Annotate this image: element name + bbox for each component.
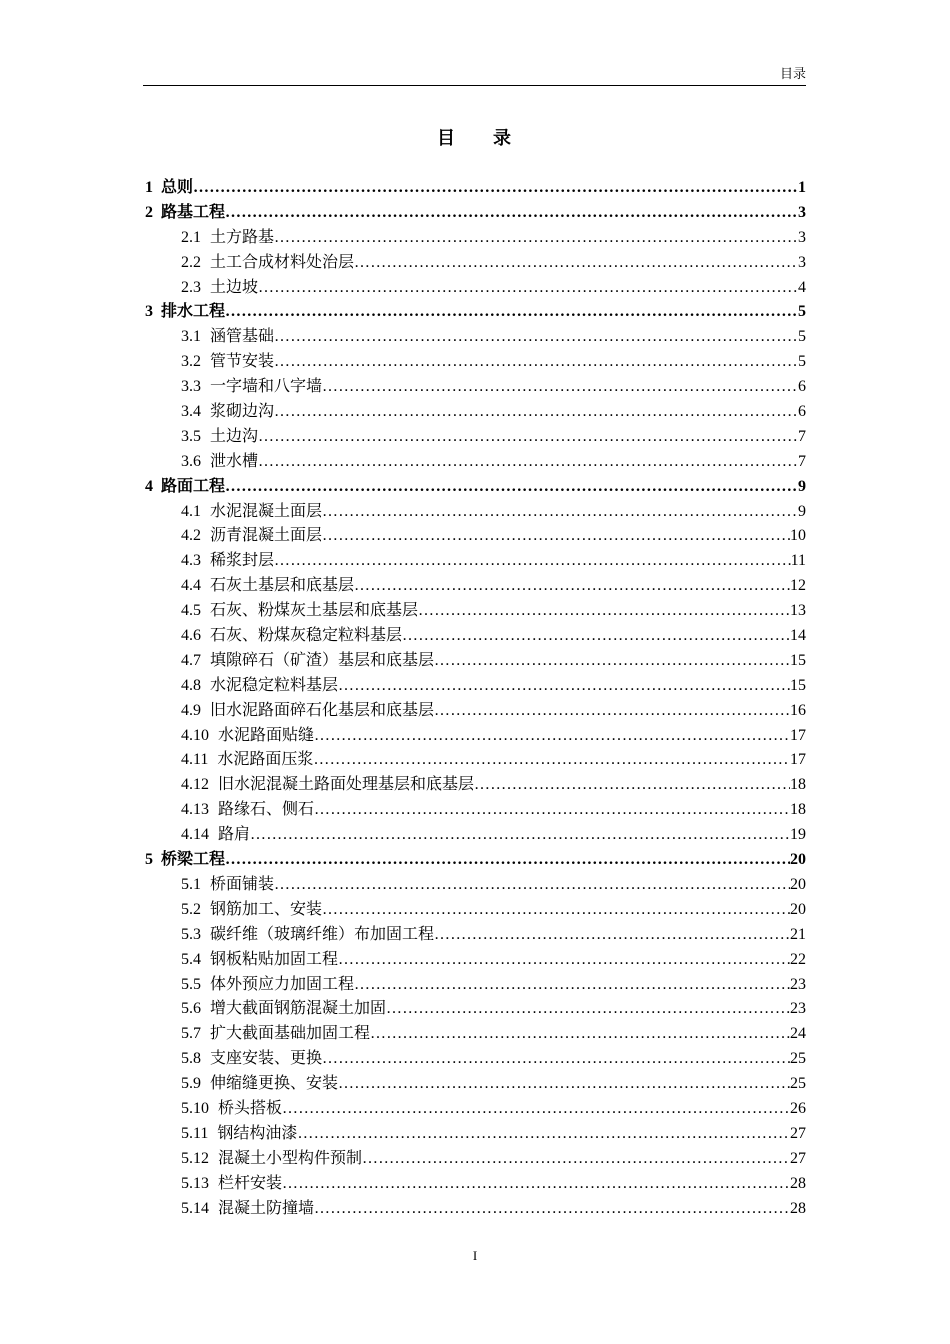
toc-dot-leader	[338, 948, 790, 973]
toc-section-entry[interactable]	[143, 1072, 806, 1097]
toc-entry-title: 石灰土基层和底基层	[210, 577, 355, 595]
toc-entry-title: 体外预应力加固工程	[210, 975, 355, 993]
toc-entry-page: 6	[798, 378, 806, 396]
toc-dot-leader	[193, 176, 798, 201]
toc-entry-page: 6	[798, 403, 806, 421]
toc-entry-page: 9	[798, 502, 806, 520]
toc-entry-page: 16	[790, 701, 806, 719]
toc-entry-number: 4.4	[181, 577, 201, 595]
toc-dot-leader	[354, 574, 790, 599]
toc-entry-page: 4	[798, 278, 806, 296]
toc-section-entry[interactable]	[143, 898, 806, 923]
toc-entry-number: 4.12	[181, 776, 209, 794]
toc-entry-title: 土工合成材料处治层	[210, 253, 355, 271]
toc-dot-leader	[386, 997, 790, 1022]
toc-section-entry[interactable]	[143, 599, 806, 624]
toc-entry-title: 石灰、粉煤灰稳定粒料基层	[210, 627, 403, 645]
toc-entry-title: 钢板粘贴加固工程	[210, 950, 339, 968]
toc-entry-number: 5.8	[181, 1050, 201, 1068]
toc-entry-number: 5.12	[181, 1149, 209, 1167]
toc-section-entry[interactable]	[143, 500, 806, 525]
toc-entry-number: 4.5	[181, 602, 201, 620]
toc-entry-number: 3.6	[181, 452, 201, 470]
toc-entry-number: 1	[145, 179, 153, 196]
toc-entry-page: 3	[798, 203, 806, 221]
toc-entry-title: 扩大截面基础加固工程	[210, 1025, 371, 1043]
toc-entry-title: 支座安装、更换	[210, 1050, 323, 1068]
toc-dot-leader	[225, 475, 798, 500]
toc-entry-title: 沥青混凝土面层	[210, 527, 323, 545]
toc-dot-leader	[322, 375, 798, 400]
toc-entry-title: 桥梁工程	[161, 851, 226, 869]
toc-entry-number: 2.2	[181, 253, 201, 271]
toc-section-entry[interactable]	[143, 251, 806, 276]
page-number: I	[472, 1248, 478, 1263]
toc-entry-page: 23	[790, 975, 806, 993]
toc-entry-number: 5.10	[181, 1099, 209, 1117]
toc-entry-number: 4.14	[181, 826, 209, 844]
toc-section-entry[interactable]	[143, 1147, 806, 1172]
toc-dot-leader	[322, 524, 790, 549]
toc-dot-leader	[282, 1097, 790, 1122]
toc-dot-leader	[354, 251, 798, 276]
toc-entry-title: 栏杆安装	[218, 1174, 283, 1192]
toc-section-entry[interactable]	[143, 1122, 806, 1147]
toc-section-entry[interactable]	[143, 450, 806, 475]
toc-dot-leader	[274, 400, 798, 425]
toc-dot-leader	[225, 300, 798, 325]
toc-entry-number: 4.11	[181, 751, 209, 769]
toc-entry-page: 11	[790, 552, 806, 570]
toc-entry-title: 路基工程	[161, 203, 226, 221]
toc-entry-title: 土边沟	[210, 427, 259, 445]
toc-entry-title: 伸缩缝更换、安装	[210, 1075, 339, 1093]
toc-entry-number: 5.3	[181, 925, 201, 943]
toc-section-entry[interactable]	[143, 923, 806, 948]
toc-entry-number: 2.1	[181, 228, 201, 246]
toc-section-entry[interactable]	[143, 400, 806, 425]
toc-entry-page: 19	[790, 826, 806, 844]
toc-entry-title: 水泥路面贴缝	[218, 726, 315, 744]
toc-dot-leader	[250, 823, 790, 848]
toc-dot-leader	[258, 450, 798, 475]
page-title	[0, 126, 950, 150]
toc-section-entry[interactable]	[143, 226, 806, 251]
toc-entry-title: 管节安装	[210, 353, 275, 371]
toc-section-entry[interactable]	[143, 748, 806, 773]
toc-entry-number: 4.2	[181, 527, 201, 545]
toc-dot-leader	[418, 599, 790, 624]
toc-entry-title: 排水工程	[161, 303, 226, 321]
toc-entry-page: 5	[798, 303, 806, 321]
toc-chapter-entry[interactable]	[143, 201, 806, 226]
toc-dot-leader	[258, 276, 798, 301]
toc-chapter-entry[interactable]	[143, 475, 806, 500]
toc-entry-page: 23	[790, 1000, 806, 1018]
toc-entry-title: 一字墙和八字墙	[210, 378, 323, 396]
toc-entry-page: 7	[798, 452, 806, 470]
toc-entry-page: 26	[790, 1099, 806, 1117]
toc-entry-title: 泄水槽	[210, 452, 259, 470]
toc-entry-page: 7	[798, 427, 806, 445]
toc-dot-leader	[434, 649, 790, 674]
toc-entry-title: 钢结构油漆	[217, 1124, 298, 1142]
toc-dot-leader	[474, 773, 790, 798]
toc-section-entry[interactable]	[143, 276, 806, 301]
toc-dot-leader	[274, 350, 798, 375]
toc-entry-page: 20	[790, 875, 806, 893]
toc-entry-number: 4.9	[181, 701, 201, 719]
toc-section-entry[interactable]	[143, 1097, 806, 1122]
toc-entry-number: 4.3	[181, 552, 201, 570]
toc-entry-number: 5.9	[181, 1075, 201, 1093]
toc-entry-number: 3	[145, 303, 153, 321]
toc-section-entry[interactable]	[143, 873, 806, 898]
toc-dot-leader	[274, 873, 790, 898]
toc-entry-title: 水泥稳定粒料基层	[210, 676, 339, 694]
toc-entry-title: 涵管基础	[210, 328, 275, 346]
toc-entry-number: 5.11	[181, 1124, 209, 1142]
toc-entry-number: 4.6	[181, 627, 201, 645]
toc-entry-page: 18	[790, 776, 806, 794]
toc-section-entry[interactable]	[143, 973, 806, 998]
toc-entry-number: 4.10	[181, 726, 209, 744]
toc-entry-title: 路面工程	[161, 477, 226, 495]
toc-entry-page: 22	[790, 950, 806, 968]
toc-section-entry[interactable]	[143, 1047, 806, 1072]
page-title-char-1: 目	[437, 128, 457, 148]
toc-entry-page: 25	[790, 1075, 806, 1093]
toc-entry-title: 桥头搭板	[218, 1099, 283, 1117]
toc-entry-page: 15	[790, 651, 806, 669]
toc-entry-title: 水泥路面压浆	[217, 751, 314, 769]
toc-section-entry[interactable]	[143, 699, 806, 724]
toc-entry-page: 20	[790, 851, 806, 869]
toc-entry-number: 3.1	[181, 328, 201, 346]
toc-entry-title: 浆砌边沟	[210, 403, 275, 421]
toc-entry-page: 5	[798, 353, 806, 371]
toc-entry-page: 27	[790, 1149, 806, 1167]
toc-dot-leader	[274, 549, 791, 574]
toc-entry-number: 5.6	[181, 1000, 201, 1018]
toc-entry-page: 14	[790, 627, 806, 645]
toc-entry-page: 20	[790, 900, 806, 918]
toc-entry-number: 4.8	[181, 676, 201, 694]
toc-entry-page: 9	[798, 477, 806, 495]
toc-entry-number: 5	[145, 851, 153, 869]
toc-section-entry[interactable]	[143, 649, 806, 674]
toc-dot-leader	[322, 1047, 790, 1072]
toc-section-entry[interactable]	[143, 375, 806, 400]
toc-entry-title: 混凝土小型构件预制	[218, 1149, 363, 1167]
toc-entry-number: 4.7	[181, 651, 201, 669]
toc-entry-title: 碳纤维（玻璃纤维）布加固工程	[210, 925, 435, 943]
toc-entry-page: 3	[798, 253, 806, 271]
toc-entry-page: 21	[790, 925, 806, 943]
running-header: 目录	[779, 66, 806, 81]
toc-chapter-entry[interactable]	[143, 176, 806, 201]
toc-dot-leader	[314, 1197, 790, 1222]
page-title-char-2: 录	[493, 128, 513, 148]
toc-dot-leader	[434, 699, 790, 724]
toc-entry-title: 稀浆封层	[210, 552, 275, 570]
toc-dot-leader	[225, 201, 798, 226]
toc-entry-title: 旧水泥混凝土路面处理基层和底基层	[218, 776, 475, 794]
toc-section-entry[interactable]	[143, 425, 806, 450]
toc-entry-page: 25	[790, 1050, 806, 1068]
toc-section-entry[interactable]	[143, 798, 806, 823]
toc-dot-leader	[322, 898, 790, 923]
toc-entry-number: 5.2	[181, 900, 201, 918]
toc-entry-page: 27	[790, 1124, 806, 1142]
toc-section-entry[interactable]	[143, 624, 806, 649]
toc-entry-title: 路肩	[218, 826, 251, 844]
toc-entry-title: 钢筋加工、安装	[210, 900, 323, 918]
toc-entry-title: 水泥混凝土面层	[210, 502, 323, 520]
toc-section-entry[interactable]	[143, 948, 806, 973]
toc-section-entry[interactable]	[143, 1022, 806, 1047]
toc-entry-title: 桥面铺装	[210, 875, 275, 893]
toc-entry-page: 28	[790, 1174, 806, 1192]
toc-section-entry[interactable]	[143, 574, 806, 599]
toc-entry-number: 3.4	[181, 403, 201, 421]
toc-entry-page: 13	[790, 602, 806, 620]
toc-dot-leader	[322, 500, 798, 525]
toc-section-entry[interactable]	[143, 325, 806, 350]
toc-entry-title: 混凝土防撞墙	[218, 1199, 315, 1217]
header-divider	[143, 85, 806, 86]
toc-section-entry[interactable]	[143, 350, 806, 375]
toc-dot-leader	[402, 624, 790, 649]
toc-entry-number: 5.4	[181, 950, 201, 968]
toc-entry-number: 4	[145, 477, 153, 495]
toc-chapter-entry[interactable]	[143, 300, 806, 325]
toc-entry-title: 旧水泥路面碎石化基层和底基层	[210, 701, 435, 719]
toc-entry-number: 3.2	[181, 353, 201, 371]
toc-dot-leader	[225, 848, 790, 873]
toc-entry-page: 24	[790, 1025, 806, 1043]
toc-entry-number: 4.1	[181, 502, 201, 520]
toc-dot-leader	[434, 923, 790, 948]
toc-entry-title: 总则	[161, 179, 194, 196]
toc-entry-number: 2.3	[181, 278, 201, 296]
toc-section-entry[interactable]	[143, 1172, 806, 1197]
toc-section-entry[interactable]	[143, 823, 806, 848]
toc-entry-number: 5.5	[181, 975, 201, 993]
toc-entry-number: 5.1	[181, 875, 201, 893]
toc-dot-leader	[282, 1172, 790, 1197]
toc-chapter-entry[interactable]	[143, 848, 806, 873]
toc-section-entry[interactable]	[143, 997, 806, 1022]
toc-entry-title: 土边坡	[210, 278, 259, 296]
toc-entry-page: 3	[798, 228, 806, 246]
toc-entry-page: 17	[790, 726, 806, 744]
toc-entry-number: 2	[145, 203, 153, 221]
toc-section-entry[interactable]	[143, 549, 806, 574]
toc-dot-leader	[370, 1022, 790, 1047]
toc-entry-number: 5.13	[181, 1174, 209, 1192]
toc-dot-leader	[314, 798, 790, 823]
toc-dot-leader	[354, 973, 790, 998]
toc-entry-title: 增大截面钢筋混凝土加固	[210, 1000, 387, 1018]
toc-section-entry[interactable]	[143, 773, 806, 798]
toc-section-entry[interactable]	[143, 724, 806, 749]
toc-entry-number: 4.13	[181, 801, 209, 819]
toc-dot-leader	[338, 1072, 790, 1097]
toc-entry-title: 石灰、粉煤灰土基层和底基层	[210, 602, 419, 620]
toc-section-entry[interactable]	[143, 1197, 806, 1222]
toc-entry-page: 5	[798, 328, 806, 346]
toc-entry-page: 1	[798, 179, 806, 196]
table-of-contents	[143, 176, 806, 1221]
toc-entry-number: 3.3	[181, 378, 201, 396]
toc-dot-leader	[274, 226, 798, 251]
toc-entry-page: 28	[790, 1199, 806, 1217]
toc-section-entry[interactable]	[143, 674, 806, 699]
toc-dot-leader	[297, 1122, 790, 1147]
toc-entry-page: 18	[790, 801, 806, 819]
toc-dot-leader	[338, 674, 790, 699]
toc-entry-number: 5.14	[181, 1199, 209, 1217]
toc-dot-leader	[314, 724, 790, 749]
toc-entry-page: 15	[790, 676, 806, 694]
toc-dot-leader	[274, 325, 798, 350]
toc-section-entry[interactable]	[143, 524, 806, 549]
toc-dot-leader	[258, 425, 798, 450]
toc-entry-number: 3.5	[181, 427, 201, 445]
toc-entry-title: 路缘石、侧石	[218, 801, 315, 819]
toc-dot-leader	[313, 748, 790, 773]
toc-entry-number: 5.7	[181, 1025, 201, 1043]
toc-entry-title: 填隙碎石（矿渣）基层和底基层	[210, 651, 435, 669]
toc-dot-leader	[362, 1147, 790, 1172]
toc-entry-title: 土方路基	[210, 228, 275, 246]
toc-entry-page: 10	[790, 527, 806, 545]
toc-entry-page: 17	[790, 751, 806, 769]
toc-entry-page: 12	[790, 577, 806, 595]
